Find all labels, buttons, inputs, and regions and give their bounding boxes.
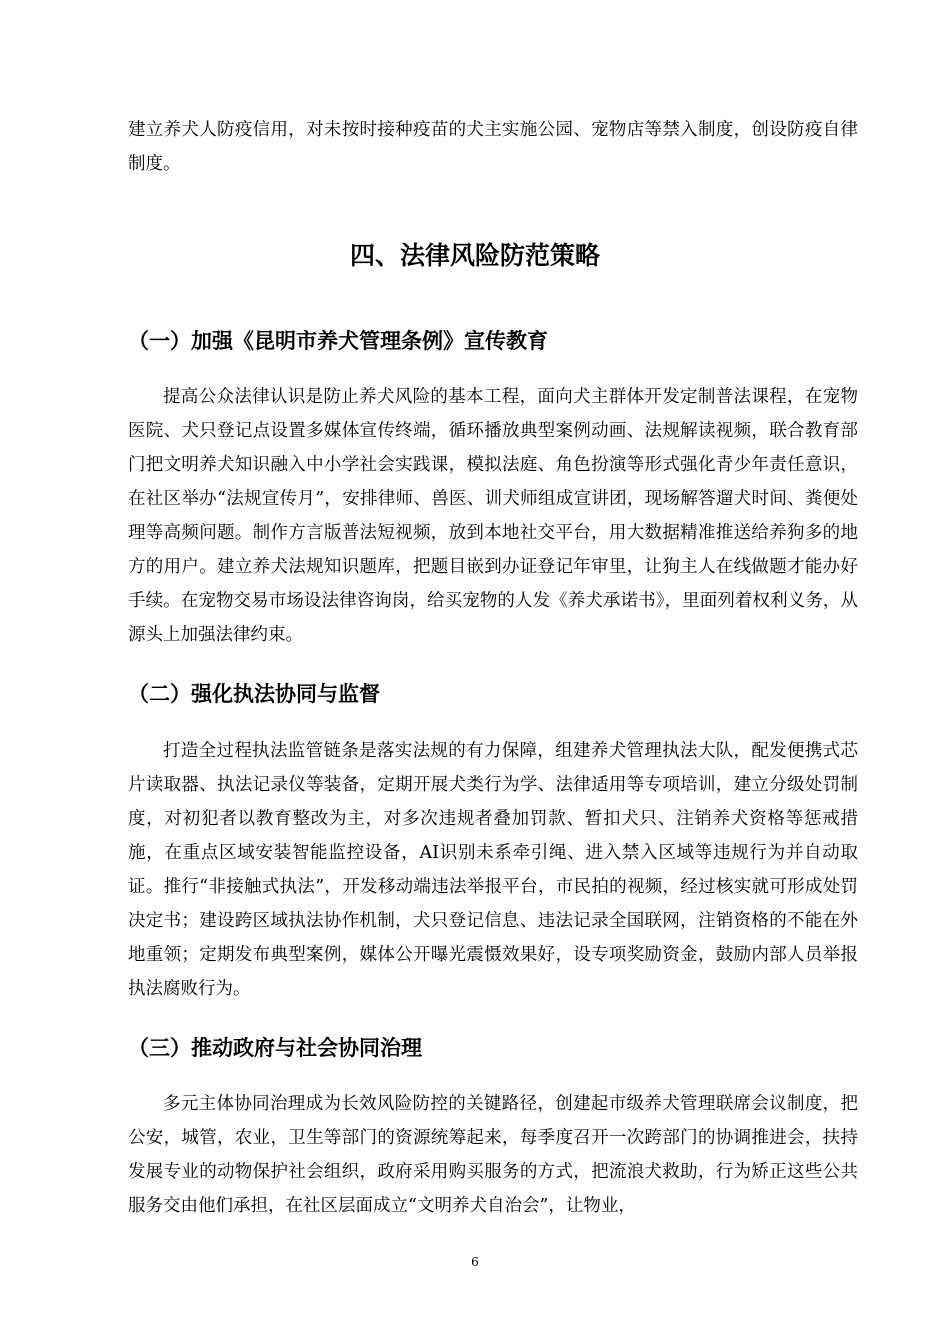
section-body-1: 提高公众法律认识是防止养犬风险的基本工程，面向犬主群体开发定制普法课程，在宠物医院、犬只登记点设置多媒体宣传终端，循环播放典型案例动画、法规解读视频，联合教育部门把文明养犬知识融入中小学社会实践课，模拟法庭、角色扮演等形式强化青少年责任意识，在社区举办“法规宣传月”，安排律师、兽医、训犬师组成宣讲团，现场解答遛犬时间、粪便处理等高频问题。制作方言版普法短视频，放到本地社交平台，用大数据精准推送给养狗多的地方的用户。建立养犬法规知识题库，把题目嵌到办证登记年审里，让狗主人在线做题才能办好手续。在宠物交易市场设法律咨询岗，给买宠物的人发《养犬承诺书》，里面列着权利义务，从源头上加强法律约束。 — [128, 387, 858, 645]
intro-paragraph: 建立养犬人防疫信用，对未按时接种疫苗的犬主实施公园、宠物店等禁入制度，创设防疫自律制度。 — [128, 120, 858, 174]
section-title-2: （二）强化执法协同与监督 — [128, 682, 380, 706]
page-number: 6 — [471, 1255, 479, 1269]
chapter-title: 四、法律风险防范策略 — [349, 241, 600, 270]
section-body-2: 打造全过程执法监管链条是落实法规的有力保障，组建养犬管理执法大队，配发便携式芯片读取器、执法记录仪等装备，定期开展犬类行为学、法律适用等专项培训，建立分级处罚制度，对初犯者以教育整改为主，对多次违规者叠加罚款、暂扣犬只、注销养犬资格等惩戒措施，在重点区域安装智能监控设备，AI识别未系牵引绳、进入禁入区域等违规行为并自动取证。推行“非接触式执法”，开发移动端违法举报平台，市民拍的视频，经过核实就可形成处罚决定书；建设跨区域执法协作机制，犬只登记信息、违法记录全国联网，注销资格的不能在外地重领；定期发布典型案例，媒体公开曝光震慑效果好，设专项奖励资金，鼓励内部人员举报执法腐败行为。 — [128, 741, 858, 999]
section-body-3: 多元主体协同治理成为长效风险防控的关键路径，创建起市级养犬管理联席会议制度，把公安，城管，农业，卫生等部门的资源统筹起来，每季度召开一次跨部门的协调推进会，扶持发展专业的动物保护社会组织，政府采用购买服务的方式，把流浪犬救助，行为矫正这些公共服务交由他们承担，在社区层面成立“文明养犬自治会”，让物业， — [128, 1094, 858, 1216]
section-title-1: （一）加强《昆明市养犬管理条例》宣传教育 — [128, 329, 548, 353]
section-title-3: （三）推动政府与社会协同治理 — [128, 1036, 422, 1060]
